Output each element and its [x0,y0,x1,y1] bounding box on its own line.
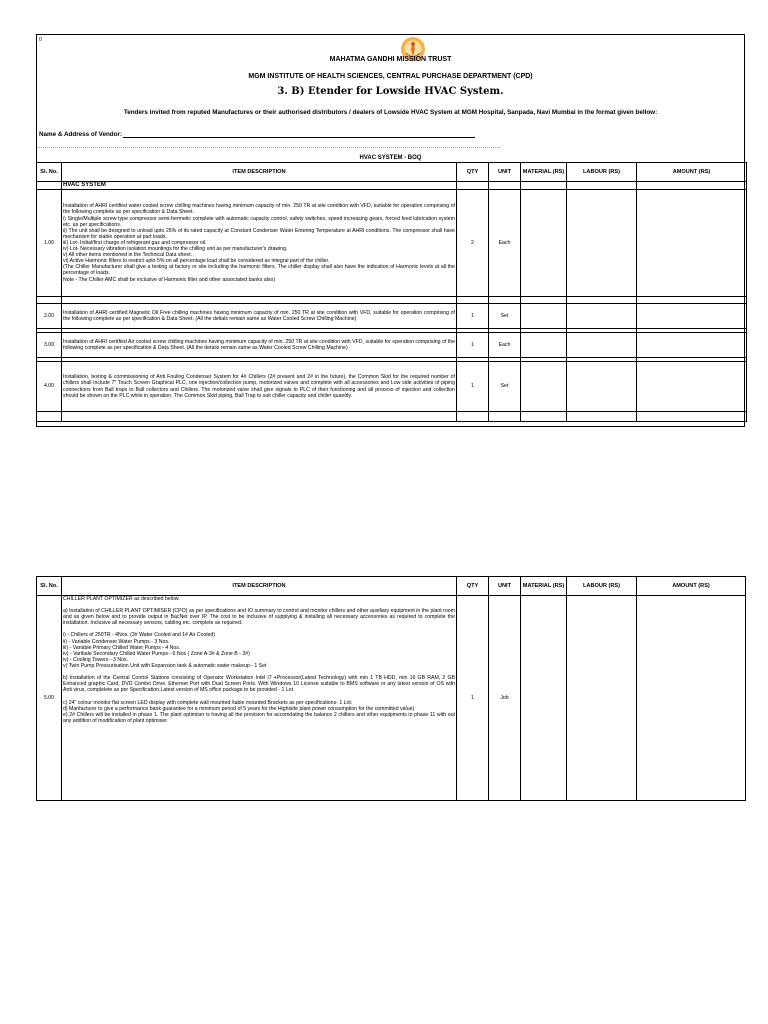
tender-invitation: Tenders invited from reputed Manufactures or their authorised distributors / dealers of Lowside HVAC System at MGM Hospital, Sanpada, Navi Mumbai in the format given bellow: [123,109,658,116]
item-unit: Set [489,304,521,329]
col-item-description: ITEM DESCRIPTION [62,577,457,596]
spacer-row [37,297,747,304]
table-row [37,362,747,412]
table-row [37,596,746,801]
optimizer-description: a) Installation of CHILLER PLANT OPTIMISER (CPO) as per specifications and IO summary to control and monitor chillers and other auxiliary equipment in the plant room and as given below and to provide output in BacNet over IP. The cost to be inclusive of supplying & installing all necessary accessories as required to complete the installation. Inclusive all necessary sensors, cabling etc. complete as required. i) - Chillers of 250TR - 4Nos. (3# Water Cooled and 1# Air Cooled) ii) - Variable Condenser Water Pumps - 3 Nos. iii) - Variable Primary Chilled Water Pumps - 4 Nos. iv) - Varibale Secondary Chilled Water Pumps - 6 Nos ( Zone A-3# & Zone B - 3#) iv) - Cooling Towers - 3 Nos. v) Twin Pump Pressurisation Unit with Expansion tank & automatic water makeup - 1 Set b) Installation of the Central Control Stations consisting of Operator Workstation Intel i7 +Processor(Latest Technology) with min 1 TB HDD, min 16 GB RAM, 2 GB Enhanced graphic Card, DVD Combo Drive, Ethernet Port with Dual Screen Ports. With Windows 10 License suitable to BMS software or any latest version of OS with Anti virus, complelete as per Specification.Latest version of MS office package to be provided - 1 Lot. c) 24" colour monitor flat screen LED display with complete wall mounted /table mounted Brackets as per specifications- 1 Lot. d) Manfacturer to give a performance bank guarantee for a minimum period of 5 years for the Highside plant power consumption for the committed value) e) 2# Chillers will be installed in phase 1. The plant optimiser is having all the provision for accomdating the balance 2 chillers and other equipments in phase 11 with out any addition of modification of plant optimiser. [63,608,455,724]
item-amount-cell[interactable] [637,304,747,329]
trust-name: MAHATMA GANDHI MISSION TRUST [329,56,452,63]
institute-name: MGM INSTITUTE OF HEALTH SCIENCES, CENTRAL PURCHASE DEPARTMENT (CPD) [248,73,533,80]
item-unit: Job [489,596,521,801]
item-qty: 1 [457,596,489,801]
item-unit: Each [489,190,521,297]
section-title: HVAC SYSTEM [62,182,457,190]
col-labour: LABOUR (RS) [567,577,637,596]
item-sl-no: 4.00 [37,362,62,412]
item-labour-cell[interactable] [567,304,637,329]
col-material: MATERIAL (RS) [521,577,567,596]
table-row [37,304,747,329]
col-labour: LABOUR (RS) [567,163,637,182]
section-row [37,182,747,190]
item-sl-no: 3.00 [37,333,62,358]
col-qty: QTY [457,163,489,182]
item-labour-cell[interactable] [567,596,637,801]
spacer-row [37,412,747,422]
vendor-input-line[interactable] [123,131,475,138]
col-amount: AMOUNT (RS) [637,577,746,596]
boq-table [36,162,747,422]
item-amount-cell[interactable] [637,362,747,412]
item-labour-cell[interactable] [567,362,637,412]
item-amount-cell[interactable] [637,596,746,801]
item-qty: 1 [457,333,489,358]
col-unit: UNIT [489,577,521,596]
item-material-cell[interactable] [521,596,567,801]
item-unit: Set [489,362,521,412]
item-amount-cell[interactable] [637,190,747,297]
col-sl-no: Sl. No. [37,577,62,596]
item-unit: Each [489,333,521,358]
item-material-cell[interactable] [521,333,567,358]
col-item-description: ITEM DESCRIPTION [62,163,457,182]
item-qty: 2 [457,190,489,297]
page-marker: 0 [39,37,42,43]
table-header-row [37,577,746,596]
item-description: Installation, testing & commissioning of Anti Fouling Condenser System for 4# Chillers (2# present and 2# in the future), the Common Skid for the required number of chillers shall include 7" Touch Screen Graphical PLC, one injection/collection pump, motorized valves and complete with all accessories and Low side activities of piping connections from Ball traps to Ball collectors and Chillers. The motorized valve shall give signals to PLC of their functioning and all process of injection and collection should be shown on the PLC while in operation. The Common Skid piping, Ball Trap to suit chiller capacity and chiller quantity. [62,362,457,412]
item-description: Installation of AHRI certified Air cooled screw chilling machines having minimum capacity of min. 250 TR at site condition with VFD, suitable for operation comprising of the following complete as per specification & Data Sheet. (All the details remain same as Water Cooled Screw Chilling Machine) [62,333,457,358]
col-unit: UNIT [489,163,521,182]
divider [37,147,500,148]
item-material-cell[interactable] [521,362,567,412]
item-labour-cell[interactable] [567,190,637,297]
optimizer-title: CHILLER PLANT OPTIMIZER as described below. [63,596,180,602]
boq-page-1 [36,34,745,427]
item-qty: 1 [457,304,489,329]
item-labour-cell[interactable] [567,333,637,358]
table-header-row [37,163,747,182]
table-row [37,333,747,358]
col-sl-no: Sl. No. [37,163,62,182]
col-amount: AMOUNT (RS) [637,163,747,182]
item-sl-no: 5.00 [37,596,62,801]
item-amount-cell[interactable] [637,333,747,358]
tender-title: 3. B) Etender for Lowside HVAC System. [277,86,504,97]
item-sl-no: 2.00 [37,304,62,329]
col-material: MATERIAL (RS) [521,163,567,182]
item-material-cell[interactable] [521,190,567,297]
item-material-cell[interactable] [521,304,567,329]
col-qty: QTY [457,577,489,596]
optimizer-table [36,576,746,801]
boq-title: HVAC SYSTEM - BOQ [359,155,422,161]
item-sl-no: 1.00 [37,190,62,297]
item-qty: 1 [457,362,489,412]
item-description [62,596,457,801]
table-row [37,190,747,297]
item-description: Installation of AHRI certified Magnetic Oil Free chilling machines having minimum capacity of min. 250 TR at site condition with VFD, suitable for operation comprising of the following complete as per specification & Data Sheet. (All the detials remain same as Water Cooled Screw Chilling Machine) [62,304,457,329]
vendor-field [39,131,475,138]
vendor-label: Name & Address of Vendor: [39,131,123,138]
item-description: Installation of AHRI certified water cooled screw chilling machines having minimum capacity of min. 250 TR at site condition with VFD, suitable for operation comprising of the following complete as per specification & Data Sheet. i) Single/Multiple screw type compressor semi-hermetic complete with automatic capacity control, safety switches, speed increasing gears, forced feed lubrication system etc. as per specifications. ii) The unit shall be designed to unload upto 25% of its rated capacity at Constant Condenser Water Entering Temperature at AHRI conditions. The compressor shall have mechanism for stable operation at part loads. iii) Lot- Initial/first charge of refrigerant gas and compressor oil. iv) Lot- Necessary vibration isolation mountings for the chilling unit as per manufacturer's drawing. v) All other items mentioned in the Technical Data sheet. vi) Active Harmonic filters to restrict upto 5% on all percentage load shall be considered as integral part of the chiller. (The Chiller Manufacturer shall give a testing at factory or site including the harmonic filters. The chiller display shall also have the indication of Harmonic levels at all the percentage of loads. Note - The Chiller AMC shall be inclusive of Harmonic filter and other associated banks also) [62,190,457,297]
